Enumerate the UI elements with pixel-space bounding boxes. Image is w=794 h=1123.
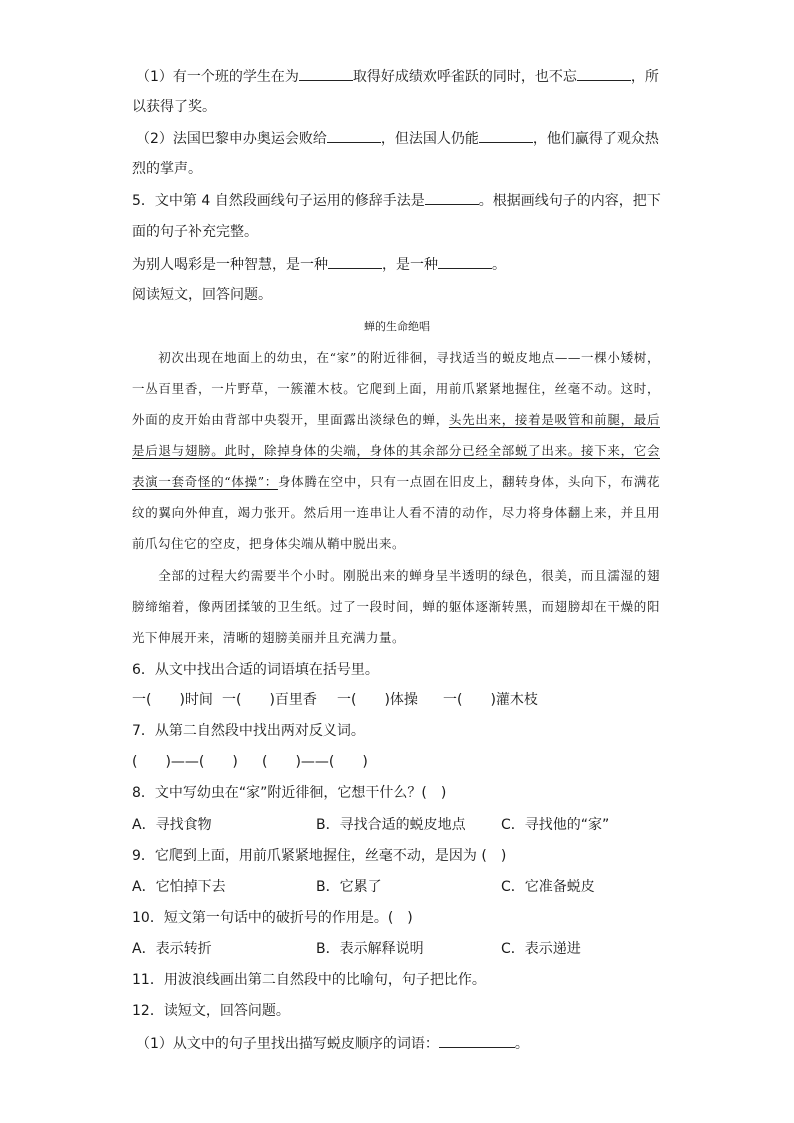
answer-blank[interactable]: [299, 66, 353, 81]
q6-stem: 6．从文中找出合适的词语填在括号里。: [132, 662, 379, 678]
q6-item[interactable]: 一( )体操: [337, 692, 418, 708]
q12-sub-1-text: （1）从文中的句子里找出描写蜕皮顺序的词语：: [136, 1036, 439, 1052]
paragraph-2-text: 全部的过程大约需要半个小时。刚脱出来的蝉身呈半透明的绿色，很美，而且濡湿的翅膀缔缩着，像两团揉皱的卫生纸。过了一段时间，蝉的躯体逐渐转黑，而翅膀却在干燥的阳光下伸展开来，清晰的翅膀美丽并且充满力量。: [132, 568, 660, 645]
passage-title: 蝉的生命绝唱: [364, 320, 430, 333]
q9-stem: 9．它爬到上面，用前爪紧紧地握住，丝毫不动，是因为 ( ): [132, 848, 507, 864]
q6-item[interactable]: 一( )百里香: [222, 692, 317, 708]
answer-blank[interactable]: [327, 128, 381, 143]
q12-sub-1: [136, 1033, 529, 1054]
answer-blank[interactable]: [438, 254, 492, 269]
answer-blank[interactable]: [328, 254, 382, 269]
underlined-sentence: 头先出来，接着是吸管和前腿，最后是后退与翅膀。此时，除掉身体的尖端，身体的其余部分已经全部蜕了出来。接下来，它会表演一套奇怪的“体操”：: [132, 412, 660, 489]
q8-option-b[interactable]: B．寻找合适的蜕皮地点: [316, 817, 466, 833]
q4-item-1-text-b: 取得好成绩欢呼雀跃的同时，也不忘: [352, 69, 577, 85]
q4-item-1-text-c: ，所: [630, 69, 659, 85]
q5-line2: 面的句子补充完整。: [132, 224, 258, 240]
q5-line3: [132, 254, 506, 275]
paragraph-1-text: 初次出现在地面上的幼虫，在“家”的附近徘徊，寻找适当的蜕皮地点——一棵小矮树，一丛百里香，一片野草，一簇灌木枝。它爬到上面，用前爪紧紧地握住，丝毫不动。这时，外面的皮开始由背部中央裂开，里面露出淡绿色的蝉，: [132, 350, 660, 427]
answer-blank[interactable]: [479, 128, 533, 143]
q8-option-a[interactable]: A．寻找食物: [132, 817, 212, 833]
q9-option-c[interactable]: C．它准备蜕皮: [501, 879, 595, 895]
answer-blank[interactable]: [425, 190, 479, 205]
q4-item-1-text-a: （1）有一个班的学生在为: [136, 69, 299, 85]
q10-option-c[interactable]: C．表示递进: [501, 941, 581, 957]
q12-sub-1-end: 。: [514, 1036, 529, 1052]
q4-item-2-text-b: ，但法国人仍能: [380, 131, 479, 147]
passage-paragraph-1: [132, 342, 660, 559]
q4-item-2-text-a: （2）法国巴黎申办奥运会败给: [136, 131, 327, 147]
q6-item[interactable]: 一( )灌木枝: [443, 692, 538, 708]
q5-text-a: 5．文中第 4 自然段画线句子运用的修辞手法是: [132, 193, 425, 209]
q12-stem: 12．读短文，回答问题。: [132, 1003, 290, 1019]
paragraph-1-text-end: 身体腾在空中，只有一点固在旧皮上，翻转身体，头向下，布满花纹的翼向外伸直，竭力张开。然后用一连串让人看不清的动作，尽力将身体翻上来，并且用前爪勾住它的空皮，把身体尖端从鞘中脱出来。: [132, 474, 660, 551]
q10-stem: 10．短文第一句话中的破折号的作用是。( ): [132, 910, 413, 926]
q7-pair[interactable]: ( )——( ): [132, 754, 238, 770]
q7-pair[interactable]: ( )——( ): [262, 754, 368, 770]
q5-text-b: 。根据画线句子的内容，把下: [478, 193, 661, 209]
q5-text-d: 为别人喝彩是一种智慧，是一种: [132, 257, 328, 273]
q4-item-1-line2: 以获得了奖。: [132, 99, 216, 115]
answer-blank[interactable]: [577, 66, 631, 81]
q6-item[interactable]: 一( )时间: [132, 692, 213, 708]
q4-item-2-text-c: ，他们赢得了观众热: [532, 131, 659, 147]
q10-option-a[interactable]: A．表示转折: [132, 941, 212, 957]
q8-option-c[interactable]: C．寻找他的“家”: [501, 817, 610, 833]
q9-option-b[interactable]: B．它累了: [316, 879, 382, 895]
q7-stem: 7．从第二自然段中找出两对反义词。: [132, 723, 365, 739]
q5-text-e: ，是一种: [382, 257, 438, 273]
q4-item-1-line1: [136, 66, 659, 87]
answer-blank[interactable]: [439, 1033, 515, 1048]
q8-stem: 8．文中写幼虫在“家”附近徘徊，它想干什么？( ): [132, 785, 447, 801]
q10-option-b[interactable]: B．表示解释说明: [316, 941, 424, 957]
q5-text-f: 。: [492, 257, 506, 273]
reading-intro: 阅读短文，回答问题。: [132, 287, 272, 303]
q11-stem: 11．用波浪线画出第二自然段中的比喻句，句子把比作。: [132, 972, 486, 988]
passage-paragraph-2: [132, 560, 660, 653]
q9-option-a[interactable]: A．它怕掉下去: [132, 879, 226, 895]
q5-line1: [132, 190, 661, 211]
q4-item-2-line1: [136, 128, 659, 149]
q4-item-2-line2: 烈的掌声。: [132, 161, 202, 177]
